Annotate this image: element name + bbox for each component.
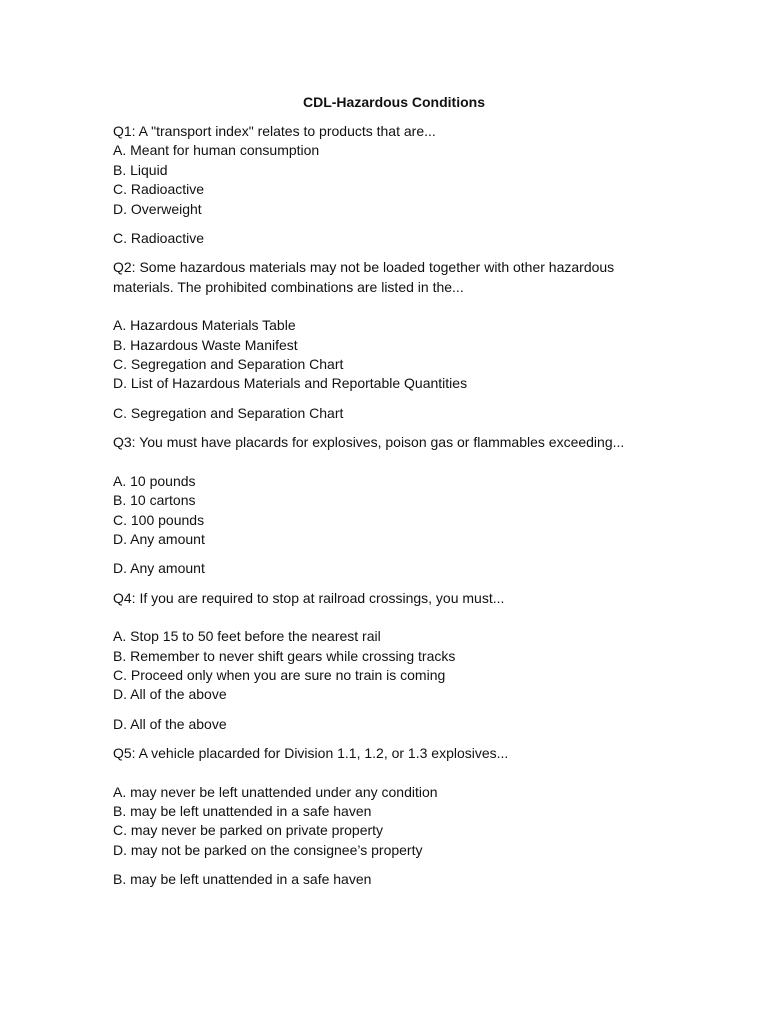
question-text: Q2: Some hazardous materials may not be loaded together with other hazardous materials. The prohibited combinations are listed in the... [113, 259, 615, 295]
answer-text: D. All of the above [113, 715, 227, 732]
option-item: C. 100 pounds [113, 511, 205, 528]
answer-text: C. Segregation and Separation Chart [113, 404, 344, 421]
question-list [113, 122, 673, 900]
question-text: Q5: A vehicle placarded for Division 1.1, 1.2, or 1.3 explosives... [113, 745, 509, 762]
option-item: B. may be left unattended in a safe haven [113, 802, 372, 819]
option-item: A. Meant for human consumption [113, 142, 320, 159]
answer-text: D. Any amount [113, 560, 205, 577]
option-item: A. 10 pounds [113, 472, 196, 489]
question-text: Q1: A "transport index" relates to products that are... [113, 123, 436, 139]
option-item: B. 10 cartons [113, 492, 196, 509]
option-item: C. may never be parked on private property [113, 822, 384, 839]
option-item: A. Hazardous Materials Table [113, 317, 296, 334]
question-block-4 [113, 589, 673, 734]
question-block-2 [113, 258, 673, 423]
question-block-5 [113, 744, 673, 889]
option-item: C. Proceed only when you are sure no train is coming [113, 666, 446, 683]
option-item: B. Hazardous Waste Manifest [113, 336, 298, 353]
option-list [113, 141, 673, 219]
option-item: D. All of the above [113, 686, 227, 703]
option-list [113, 472, 673, 550]
option-item: A. may never be left unattended under any condition [113, 783, 438, 800]
option-list [113, 316, 673, 394]
question-text: Q3: You must have placards for explosives, poison gas or flammables exceeding... [113, 434, 625, 451]
option-item: C. Radioactive [113, 181, 205, 198]
document-title: CDL-Hazardous Conditions [303, 94, 485, 110]
option-list [113, 783, 673, 861]
option-item: B. Remember to never shift gears while crossing tracks [113, 647, 456, 664]
option-item: D. Any amount [113, 530, 205, 547]
option-item: D. Overweight [113, 200, 202, 217]
option-item: D. may not be parked on the consignee’s property [113, 841, 423, 858]
question-block-3 [113, 433, 673, 578]
option-item: D. List of Hazardous Materials and Reportable Quantities [113, 375, 468, 392]
question-block-1 [113, 122, 673, 248]
option-item: C. Segregation and Separation Chart [113, 356, 344, 373]
option-item: B. Liquid [113, 161, 168, 178]
option-list [113, 627, 673, 705]
answer-text: B. may be left unattended in a safe haven [113, 871, 372, 888]
question-text: Q4: If you are required to stop at railroad crossings, you must... [113, 589, 505, 606]
answer-text: C. Radioactive [113, 230, 205, 247]
option-item: A. Stop 15 to 50 feet before the nearest rail [113, 628, 381, 645]
